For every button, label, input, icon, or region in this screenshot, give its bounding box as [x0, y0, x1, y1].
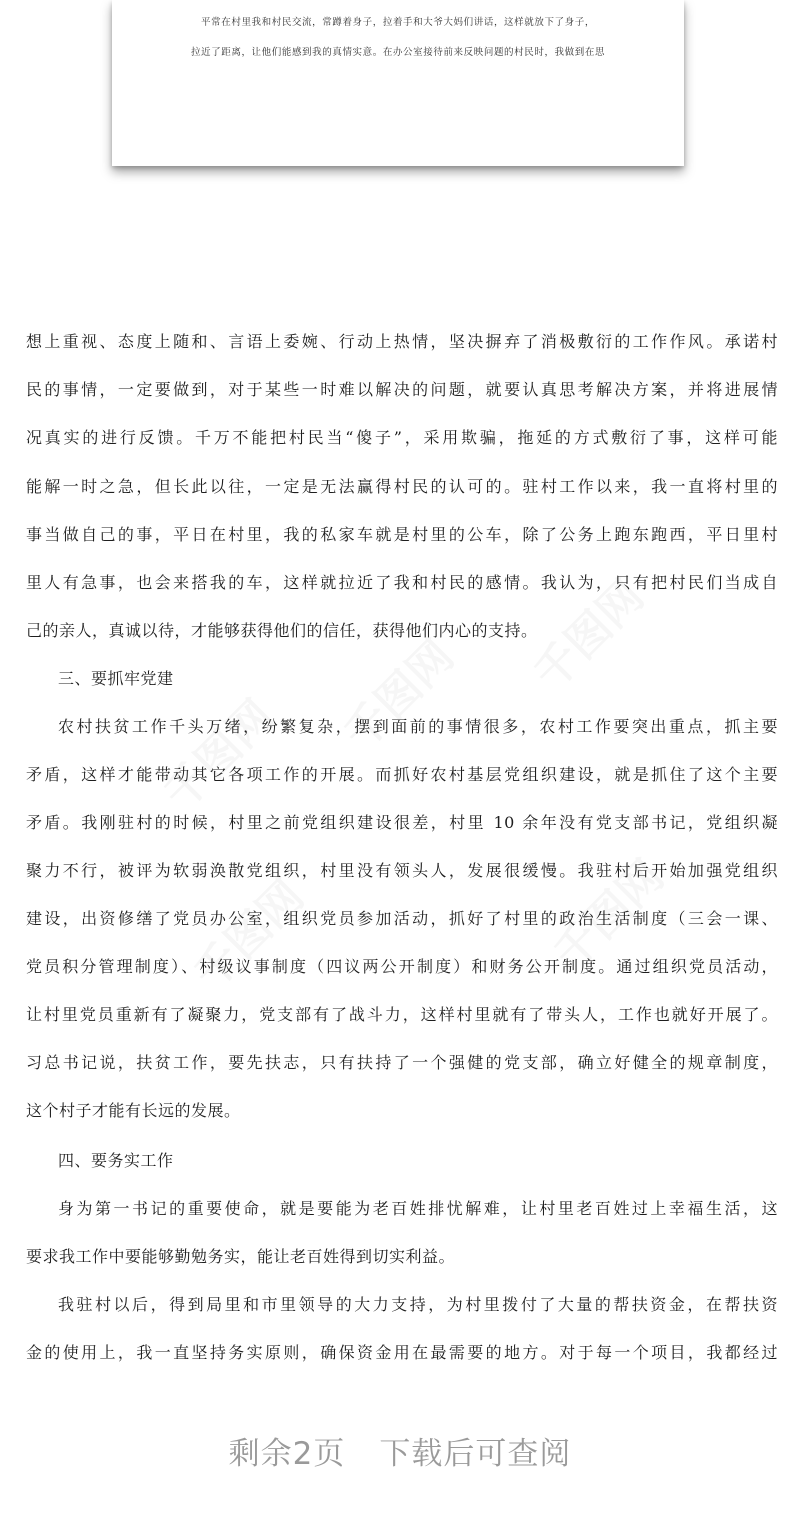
paragraph-line: 农村扶贫工作千头万绪，纷繁复杂，摆到面前的事情很多，农村工作要突出重点，抓主要	[58, 717, 778, 736]
paragraph-line: 况真实的进行反馈。千万不能把村民当“傻子”，采用欺骗，拖延的方式敷衍了事，这样可能	[26, 428, 778, 447]
paragraph-line: 能解一时之急，但长此以往，一定是无法赢得村民的认可的。驻村工作以来，我一直将村里的	[26, 477, 778, 496]
watermark	[177, 863, 316, 1002]
download-prompt[interactable]	[0, 1428, 800, 1473]
section-heading: 三、要抓牢党建	[58, 669, 174, 688]
paragraph-line: 矛盾。我刚驻村的时候，村里之前党组织建设很差，村里 10 余年没有党支部书记，党组织凝	[26, 813, 778, 832]
paragraph-line: 让村里党员重新有了凝聚力，党支部有了战斗力，这样村里就有了带头人，工作也就好开展了。	[26, 1005, 778, 1024]
paragraph-line: 习总书记说，扶贫工作，要先扶志，只有扶持了一个强健的党支部，确立好健全的规章制度，	[26, 1053, 778, 1072]
remaining-pages-label: 剩余2页	[228, 1436, 346, 1472]
paragraph-line: 要求我工作中要能够勤勉务实，能让老百姓得到切实利益。	[26, 1247, 456, 1266]
paragraph-line: 这个村子才能有长远的发展。	[26, 1101, 241, 1120]
paragraph-line: 身为第一书记的重要使命，就是要能为老百姓排忧解难，让村里老百姓过上幸福生活，这	[58, 1199, 778, 1218]
download-to-view-label: 下载后可查阅	[379, 1436, 572, 1472]
paragraph-line: 党员积分管理制度）、村级议事制度（四议两公开制度）和财务公开制度。通过组织党员活动，	[26, 957, 778, 976]
watermark	[327, 623, 466, 762]
page-preview-card	[112, 0, 684, 166]
watermark	[147, 683, 286, 822]
section-heading: 四、要务实工作	[58, 1151, 174, 1170]
preview-line: 拉近了距离，让他们能感到我的真情实意。在办公室接待前来反映问题的村民时，我做到在思	[190, 47, 606, 58]
preview-line: 平常在村里我和村民交流，常蹲着身子，拉着手和大爷大妈们讲话，这样就放下了身子，	[201, 17, 595, 28]
paragraph-line: 建设，出资修缮了党员办公室，组织党员参加活动，抓好了村里的政治生活制度（三会一课、	[26, 909, 778, 928]
paragraph-line: 民的事情，一定要做到，对于某些一时难以解决的问题，就要认真思考解决方案，并将进展情	[26, 380, 778, 399]
paragraph-line: 里人有急事，也会来搭我的车，这样就拉近了我和村民的感情。我认为，只有把村民们当成自	[26, 573, 778, 592]
paragraph-line: 想上重视、态度上随和、言语上委婉、行动上热情，坚决摒弃了消极敷衍的工作作风。承诺村	[26, 332, 778, 351]
paragraph-line: 事当做自己的事，平日在村里，我的私家车就是村里的公车，除了公务上跑东跑西，平日里村	[26, 525, 778, 544]
paragraph-line: 矛盾，这样才能带动其它各项工作的开展。而抓好农村基层党组织建设，就是抓住了这个主要	[26, 765, 778, 784]
paragraph-line: 金的使用上，我一直坚持务实原则，确保资金用在最需要的地方。对于每一个项目，我都经过	[26, 1343, 778, 1362]
paragraph-line: 我驻村以后，得到局里和市里领导的大力支持，为村里拨付了大量的帮扶资金，在帮扶资	[58, 1295, 778, 1314]
paragraph-line: 己的亲人，真诚以待，才能够获得他们的信任，获得他们内心的支持。	[26, 621, 538, 640]
paragraph-line: 聚力不行，被评为软弱涣散党组织，村里没有领头人，发展很缓慢。我驻村后开始加强党组织	[26, 861, 778, 880]
